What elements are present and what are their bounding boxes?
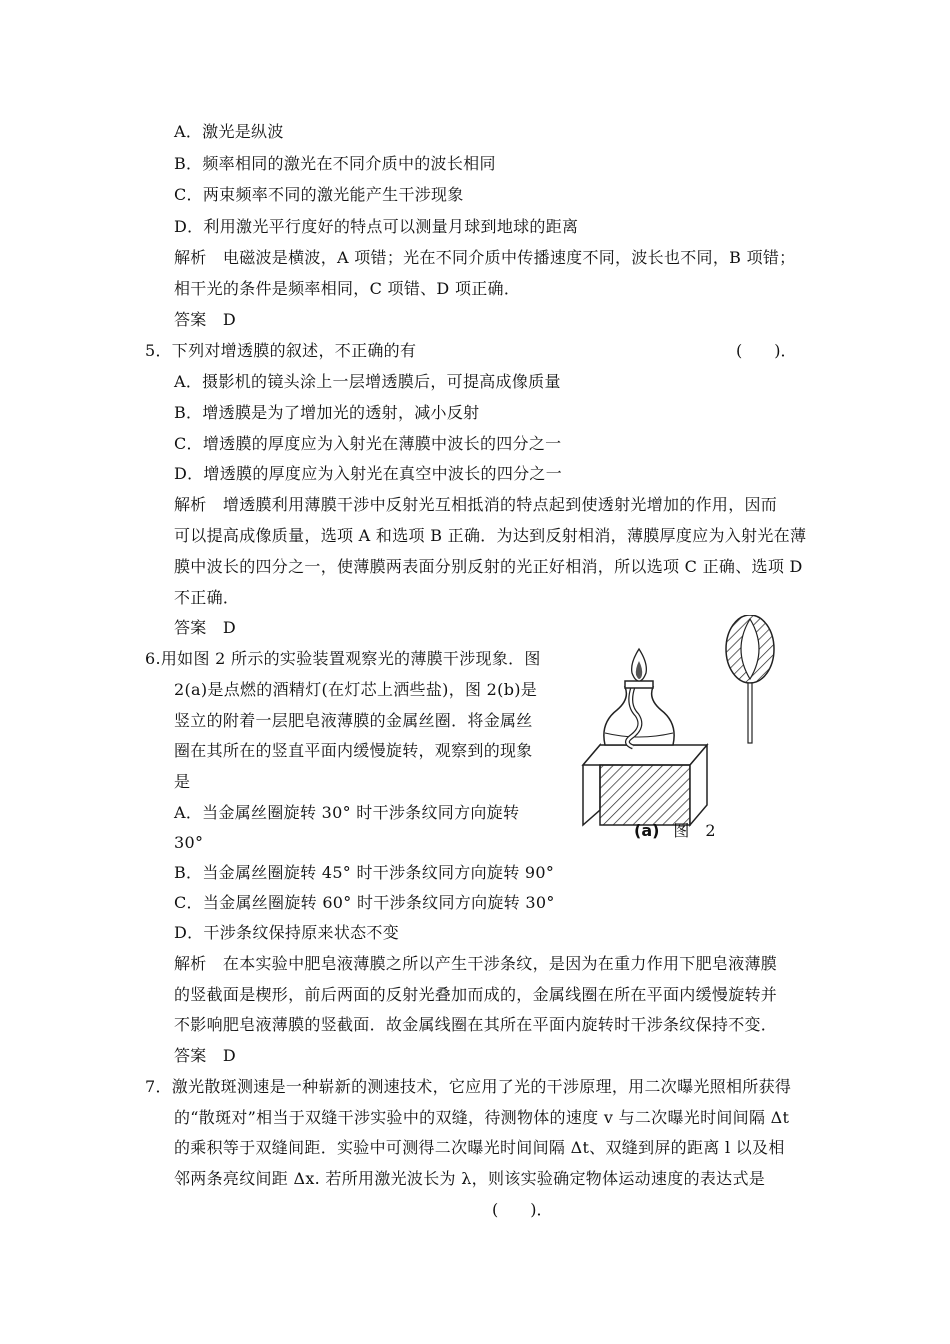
q4-option-c: C．两束频率不同的激光能产生干涉现象 bbox=[174, 185, 464, 204]
q6-option-a: A．当金属丝圈旋转 30° 时干涉条纹同方向旋转 bbox=[174, 803, 520, 822]
figure-2-illustration bbox=[575, 615, 775, 845]
figure-2-caption bbox=[634, 820, 716, 842]
q6-answer: 答案 D bbox=[174, 1046, 237, 1065]
q4-option-d: D．利用激光平行度好的特点可以测量月球到地球的距离 bbox=[174, 217, 579, 236]
q7-stem-line: 的乘积等于双缝间距．实验中可测得二次曝光时间间隔 Δt、双缝到屏的距离 l 以及相 bbox=[174, 1138, 785, 1157]
q4-option-a: A．激光是纵波 bbox=[174, 122, 284, 141]
q7-stem-line: 邻两条亮纹间距 Δx. 若所用激光波长为 λ，则该实验确定物体运动速度的表达式是 bbox=[174, 1169, 766, 1188]
block-top bbox=[583, 745, 707, 765]
q5-option-a: A．摄影机的镜头涂上一层增透膜后，可提高成像质量 bbox=[174, 372, 561, 391]
figure-caption-text: 图 2 bbox=[673, 821, 716, 840]
q5-answer: 答案 D bbox=[174, 618, 237, 637]
q4-option-b: B．频率相同的激光在不同介质中的波长相同 bbox=[174, 154, 496, 173]
figure-label-a: (a) bbox=[634, 821, 660, 840]
q5-stem: 5．下列对增透膜的叙述，不正确的有 bbox=[145, 341, 417, 360]
alcohol-lamp-figure bbox=[583, 649, 707, 825]
q7-stem-line: 的“散斑对”相当于双缝干涉实验中的双缝，待测物体的速度 v 与二次曝光时间间隔 Δt bbox=[174, 1108, 790, 1127]
q7-answer-blank: ( )． bbox=[492, 1200, 553, 1219]
q5-answer-blank: ( )． bbox=[736, 341, 797, 360]
q4-analysis-line: 解析 电磁波是横波，A 项错；光在不同介质中传播速度不同，波长也不同，B 项错； bbox=[174, 248, 796, 267]
q6-stem-line: 竖立的附着一层肥皂液薄膜的金属丝圈．将金属丝 bbox=[174, 711, 533, 730]
wire-loop-figure bbox=[726, 615, 774, 743]
q5-analysis-line: 不正确． bbox=[174, 588, 240, 607]
q6-option-c: C．当金属丝圈旋转 60° 时干涉条纹同方向旋转 30° bbox=[174, 893, 555, 912]
q4-answer: 答案 D bbox=[174, 310, 237, 329]
q5-option-c: C．增透膜的厚度应为入射光在薄膜中波长的四分之一 bbox=[174, 434, 562, 453]
q5-option-b: B．增透膜是为了增加光的透射，减小反射 bbox=[174, 403, 480, 422]
q6-stem-line: 6.用如图 2 所示的实验装置观察光的薄膜干涉现象．图 bbox=[145, 649, 541, 668]
q6-analysis-line: 解析 在本实验中肥皂液薄膜之所以产生干涉条纹，是因为在重力作用下肥皂液薄膜 bbox=[174, 954, 778, 973]
lamp-neck bbox=[625, 681, 653, 688]
q5-analysis-line: 解析 增透膜利用薄膜干涉中反射光互相抵消的特点起到使透射光增加的作用，因而 bbox=[174, 495, 778, 514]
q6-option-b: B．当金属丝圈旋转 45° 时干涉条纹同方向旋转 90° bbox=[174, 863, 555, 882]
q6-option-d: D．干涉条纹保持原来状态不变 bbox=[174, 923, 400, 942]
q6-analysis-line: 不影响肥皂液薄膜的竖截面．故金属线圈在其所在平面内旋转时干涉条纹保持不变． bbox=[174, 1015, 778, 1034]
q5-option-d: D．增透膜的厚度应为入射光在真空中波长的四分之一 bbox=[174, 464, 563, 483]
q6-stem-line: 2(a)是点燃的酒精灯(在灯芯上洒些盐)，图 2(b)是 bbox=[174, 680, 538, 699]
q4-analysis-line: 相干光的条件是频率相同，C 项错、D 项正确． bbox=[174, 279, 521, 298]
q7-stem-line: 7．激光散斑测速是一种崭新的测速技术，它应用了光的干涉原理，用二次曝光照相所获得 bbox=[145, 1077, 792, 1096]
q6-stem-line: 圈在其所在的竖直平面内缓慢旋转，观察到的现象 bbox=[174, 741, 533, 760]
block-front bbox=[600, 765, 690, 825]
q6-stem-line: 是 bbox=[174, 772, 191, 791]
q5-analysis-line: 可以提高成像质量，选项 A 和选项 B 正确．为达到反射相消，薄膜厚度应为入射光在薄 bbox=[174, 526, 807, 545]
q5-analysis-line: 膜中波长的四分之一，使薄膜两表面分别反射的光正好相消，所以选项 C 正确、选项 D bbox=[174, 557, 803, 576]
q6-analysis-line: 的竖截面是楔形，前后两面的反射光叠加而成的，金属线圈在所在平面内缓慢旋转并 bbox=[174, 985, 778, 1004]
wire-handle bbox=[748, 683, 752, 743]
q6-option-a-cont: 30° bbox=[174, 833, 204, 852]
